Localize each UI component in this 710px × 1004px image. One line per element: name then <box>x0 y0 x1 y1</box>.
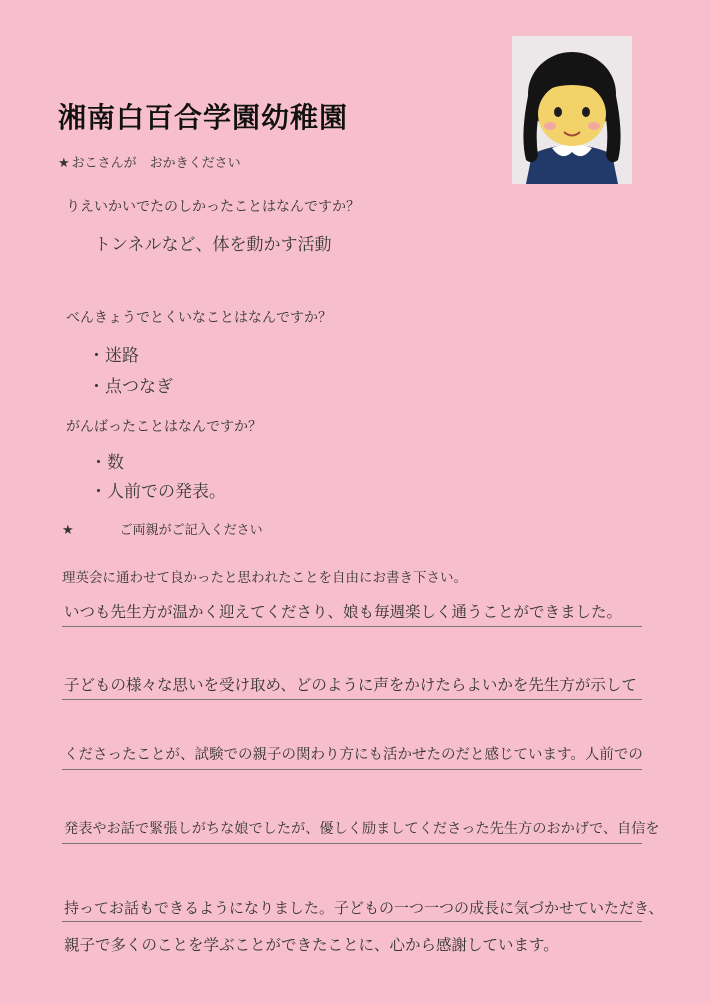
answer-2-2: ・点つなぎ <box>88 377 173 397</box>
parent-line-3: くださったことが、試験での親子の関わり方にも活かせたのだと感じています。人前での <box>64 747 643 763</box>
parent-line-2: 子どもの様々な思いを受け取め、どのように声をかけたらよいかを先生方が示して <box>64 676 637 694</box>
child-section-label: おこさんが おかきください <box>71 156 241 171</box>
answer-3-2: ・人前での発表。 <box>90 482 226 502</box>
writing-line <box>62 769 642 770</box>
star-icon: ★ <box>58 156 70 171</box>
question-2: べんきょうでとくいなことはなんですか？ <box>66 310 332 326</box>
parent-line-6: 親子で多くのことを学ぶことができたことに、心から感謝しています。 <box>64 936 559 954</box>
writing-line <box>62 843 642 844</box>
writing-line <box>62 626 642 627</box>
child-illustration <box>512 36 632 184</box>
answer-3-1: ・数 <box>90 453 124 473</box>
page-title: 湘南白百合学園幼稚園 <box>58 101 349 134</box>
writing-line <box>62 921 642 922</box>
answer-1-1: トンネルなど、体を動かす活動 <box>94 235 332 255</box>
parent-section-header <box>62 519 263 538</box>
parent-line-1: いつも先生方が温かく迎えてくださり、娘も毎週楽しく通うことができました。 <box>64 603 623 621</box>
question-1: りえいかいでたのしかったことはなんですか？ <box>66 199 360 215</box>
parent-section-label: ご両親がご記入ください <box>119 523 263 538</box>
writing-line <box>62 699 642 700</box>
child-section-header <box>58 152 241 171</box>
parent-prompt: 理英会に通わせて良かったと思われたことを自由にお書き下さい。 <box>62 570 467 586</box>
star-icon: ★ <box>62 523 74 538</box>
answer-2-1: ・迷路 <box>88 346 139 366</box>
question-3: がんばったことはなんですか？ <box>66 419 262 435</box>
parent-line-5: 持ってお話もできるようになりました。子どもの一つ一つの成長に気づかせていただき、 <box>64 899 664 917</box>
parent-line-4: 発表やお話で緊張しがちな娘でしたが、優しく励ましてくださった先生方のおかげで、自信を <box>64 821 660 837</box>
